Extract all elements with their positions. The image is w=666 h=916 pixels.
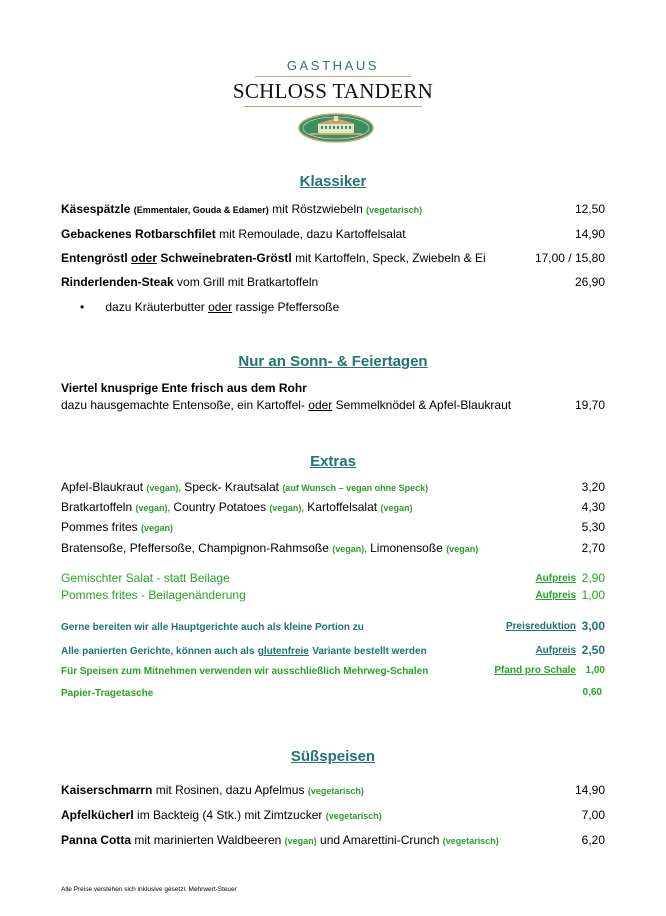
menu-item-groestl xyxy=(61,251,605,266)
extra-name: Limonensoße xyxy=(370,541,443,555)
extra-name: Pommes frites xyxy=(61,520,138,534)
dish-name: Apfelkücherl xyxy=(61,808,134,822)
note-text: Alle panierten Gerichte, können auch als xyxy=(61,646,255,657)
surcharge-label: Aufpreis xyxy=(535,590,576,601)
dish-name: Viertel knusprige Ente frisch aus dem Rohr xyxy=(61,381,307,395)
extra-name: Apfel-Blaukraut xyxy=(61,480,144,494)
extras-row xyxy=(61,500,605,516)
surcharge-price: 2,90 xyxy=(581,571,605,585)
note-price: 3,00 xyxy=(581,619,605,633)
brand-name: SCHLOSS TANDERN xyxy=(232,79,434,103)
extra-price: 4,30 xyxy=(581,500,605,514)
extra-price: 2,70 xyxy=(581,541,605,555)
dish-price: 19,70 xyxy=(574,398,605,412)
diet-tag: (vegan), xyxy=(135,503,171,513)
header-divider xyxy=(255,76,411,77)
menu-item-panna-cotta xyxy=(61,833,605,849)
note-kleine-portion xyxy=(61,619,605,635)
dish-description-alt: Semmelknödel & Apfel-Blaukraut xyxy=(335,398,512,412)
extra-price: 5,30 xyxy=(581,520,605,534)
dish-price: 17,00 / 15,80 xyxy=(534,251,605,265)
surcharge-label: Aufpreis xyxy=(535,573,576,584)
diet-tag: (vegan) xyxy=(141,523,174,533)
surcharge-text: Pommes frites - Beilagenänderung xyxy=(61,588,246,602)
menu-item-kaiserschmarrn xyxy=(61,783,605,799)
surcharge-text: Gemischter Salat - statt Beilage xyxy=(61,571,230,585)
note-label: Aufpreis xyxy=(535,645,576,656)
extras-row xyxy=(61,541,605,557)
note-label: Pfand pro Schale xyxy=(494,665,576,676)
castle-logo-icon xyxy=(298,113,374,143)
menu-item-rotbarschfilet xyxy=(61,227,605,242)
menu-item-steak xyxy=(61,275,605,290)
surcharge-row-salat xyxy=(61,571,605,586)
option-text: dazu Kräuterbutter xyxy=(105,300,205,314)
diet-tag: (auf Wunsch – vegan ohne Speck) xyxy=(282,483,429,493)
dish-price: 14,90 xyxy=(574,783,605,797)
note-text: Gerne bereiten wir alle Hauptgerichte auch als kleine Portion zu xyxy=(61,622,364,633)
note-label: Preisreduktion xyxy=(505,621,576,632)
dish-price: 26,90 xyxy=(574,275,605,289)
note-price: 0,60 xyxy=(582,687,602,698)
dish-name: Panna Cotta xyxy=(61,833,132,847)
steak-sauce-option xyxy=(80,300,339,315)
dish-price: 7,00 xyxy=(581,808,605,822)
dish-description: im Backteig (4 Stk.) mit Zimtzucker xyxy=(137,808,323,822)
extra-name: Speck- Krautsalat xyxy=(184,480,279,494)
dish-name: Entengröstl xyxy=(61,251,128,265)
dish-name: Kaiserschmarrn xyxy=(61,783,153,797)
dish-name-alt: Schweinebraten-Gröstl xyxy=(160,251,292,265)
dish-name: Gebackenes Rotbarschfilet xyxy=(61,227,216,241)
or-connector: oder xyxy=(308,398,333,412)
menu-item-apfelkuecherl xyxy=(61,808,605,824)
extra-name: Kartoffelsalat xyxy=(307,500,378,514)
diet-tag: (vegan), xyxy=(269,503,304,513)
dish-description: mit Remoulade, dazu Kartoffelsalat xyxy=(219,227,406,241)
note-mehrweg xyxy=(61,663,605,679)
dish-description-extra: und Amarettini-Crunch xyxy=(320,833,440,847)
dish-price: 14,90 xyxy=(574,227,605,241)
menu-item-ente-description xyxy=(61,398,605,413)
extra-name: Bratensoße, Pfeffersoße, Champignon-Rahmsoße xyxy=(61,541,329,555)
bullet-icon: • xyxy=(80,300,85,314)
or-connector: oder xyxy=(131,251,158,265)
diet-tag: (vegan) xyxy=(380,503,413,513)
section-title-extras: Extras xyxy=(310,453,356,470)
dish-description: dazu hausgemachte Entensoße, ein Kartoffel- xyxy=(61,398,305,412)
dish-name: Rinderlenden-Steak xyxy=(61,275,174,289)
surcharge-row-pommes xyxy=(61,588,605,603)
diet-tag: (vegan) xyxy=(446,544,479,554)
diet-tag: (vegetarisch) xyxy=(442,836,499,846)
dish-description: mit marinierten Waldbeeren xyxy=(134,833,282,847)
section-title-klassiker: Klassiker xyxy=(299,173,367,190)
note-highlight: glutenfreie xyxy=(257,646,309,657)
note-price: 2,50 xyxy=(581,643,605,657)
diet-tag: (vegetarisch) xyxy=(366,205,423,215)
dish-description: mit Kartoffeln, Speck, Zwiebeln & Ei xyxy=(295,251,486,265)
extras-row xyxy=(61,480,605,496)
diet-tag: (vegetarisch) xyxy=(307,786,364,796)
dish-description: mit Rosinen, dazu Apfelmus xyxy=(155,783,305,797)
note-price: 1,00 xyxy=(585,665,605,676)
dish-description: mit Röstzwiebeln xyxy=(272,202,363,216)
diet-tag: (vegan), xyxy=(332,544,367,554)
note-text-end: Variante bestellt werden xyxy=(312,646,427,657)
note-text: Für Speisen zum Mitnehmen verwenden wir ausschließlich Mehrweg-Schalen xyxy=(61,666,429,677)
section-title-suessspeisen: Süßspeisen xyxy=(290,748,376,765)
or-connector: oder xyxy=(208,300,233,314)
dish-note: (Emmentaler, Gouda & Edamer) xyxy=(133,205,269,215)
surcharge-price: 1,00 xyxy=(581,588,605,602)
section-title-feiertage: Nur an Sonn- & Feiertagen xyxy=(238,353,428,370)
extra-price: 3,20 xyxy=(581,480,605,494)
diet-tag: (vegan) xyxy=(284,836,317,846)
note-tragetasche xyxy=(61,685,605,701)
extra-name: Bratkartoffeln xyxy=(61,500,133,514)
option-text-alt: rassige Pfeffersoße xyxy=(235,300,340,314)
menu-item-kaesespaetzle xyxy=(61,202,605,218)
header-divider-lower xyxy=(244,106,422,107)
restaurant-header xyxy=(0,58,666,107)
note-text: Papier-Tragetasche xyxy=(61,688,154,699)
tax-footnote: Alle Preise verstehen sich inklusive gesetzl. Mehrwert-Steuer xyxy=(61,886,237,893)
brand-top-text: GASTHAUS xyxy=(286,58,380,73)
dish-price: 12,50 xyxy=(574,202,605,216)
diet-tag: (vegan), xyxy=(146,483,181,493)
dish-name: Käsespätzle xyxy=(61,202,131,216)
extras-row xyxy=(61,520,605,536)
dish-price: 6,20 xyxy=(581,833,605,847)
extra-name: Country Potatoes xyxy=(173,500,267,514)
diet-tag: (vegetarisch) xyxy=(325,811,382,821)
menu-item-ente-title xyxy=(61,381,605,396)
note-glutenfrei xyxy=(61,643,605,659)
dish-description: vom Grill mit Bratkartoffeln xyxy=(177,275,319,289)
